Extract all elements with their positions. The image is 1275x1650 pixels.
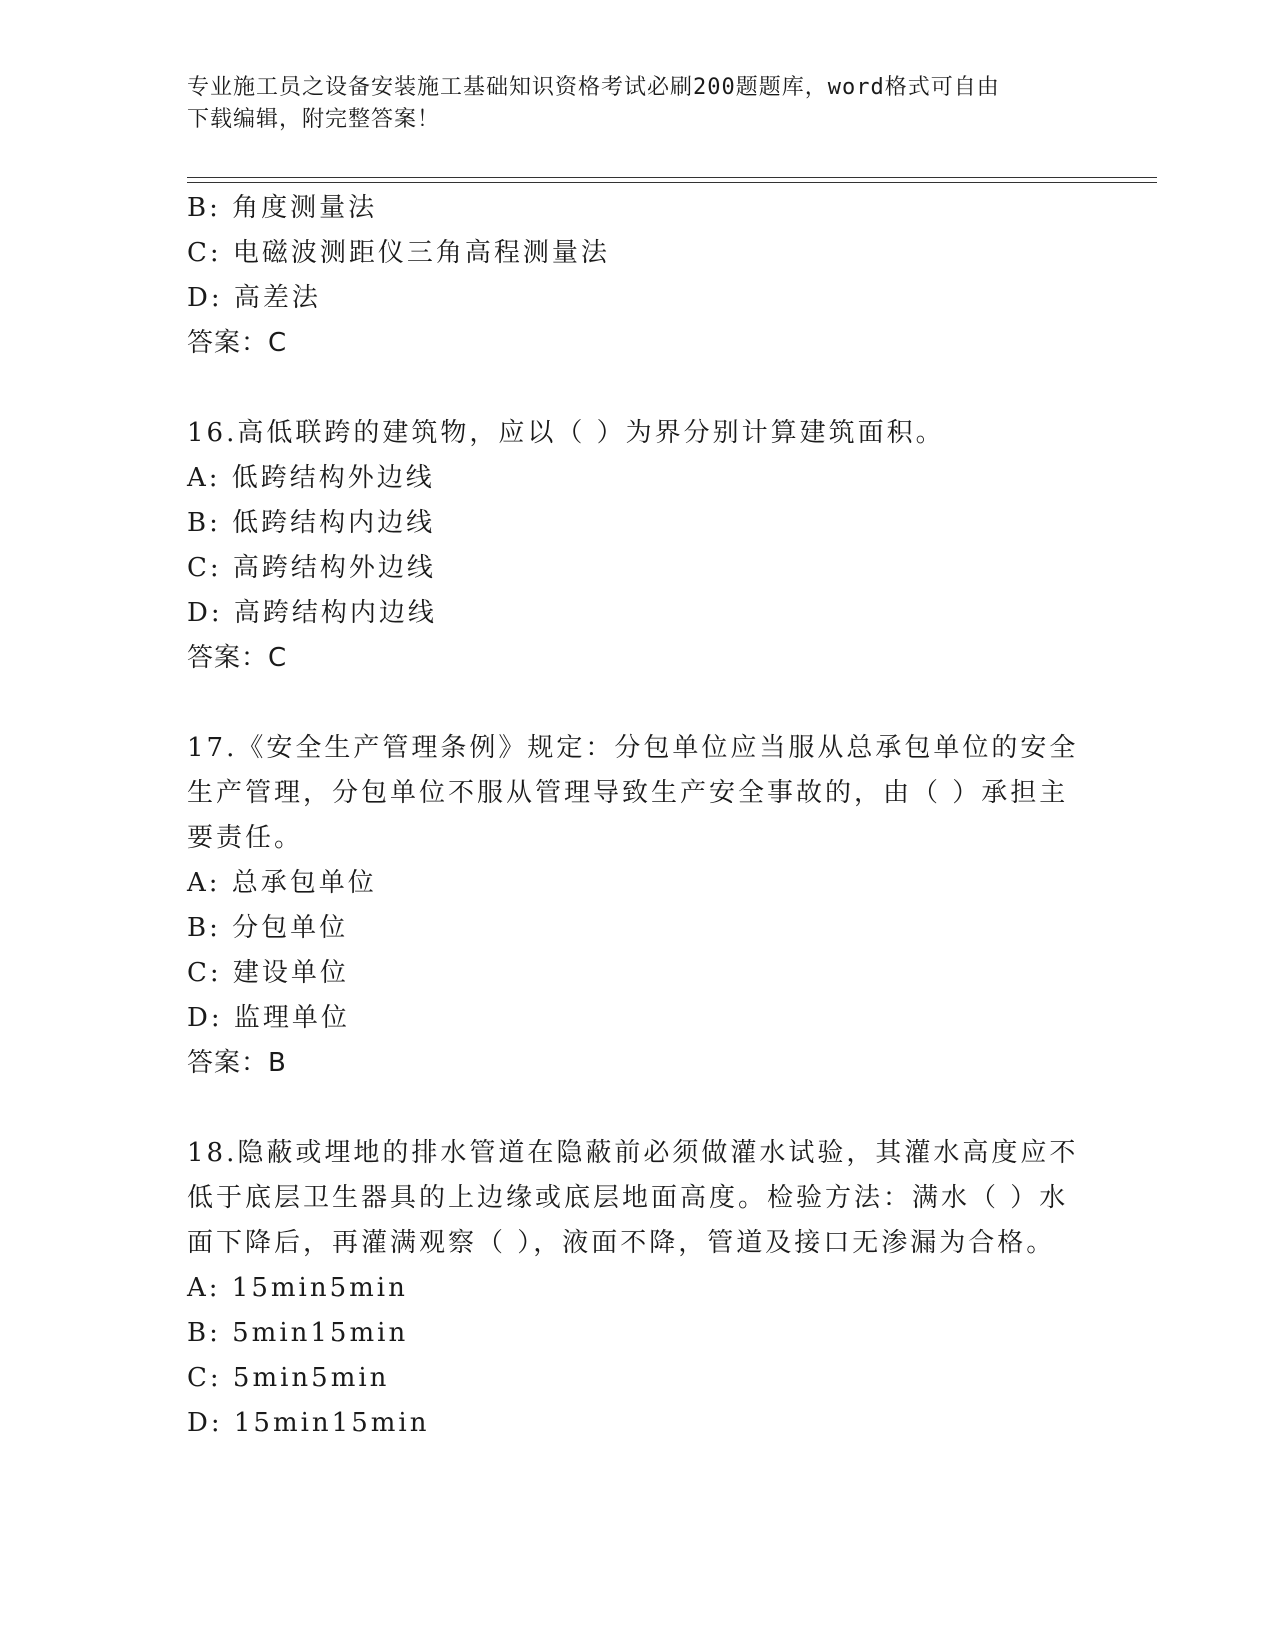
option-d: D: 高跨结构内边线 xyxy=(187,598,437,628)
option-c: C: 5min5min xyxy=(187,1363,390,1393)
option-d: D: 监理单位 xyxy=(187,1003,350,1033)
option-d: D: 高差法 xyxy=(187,283,321,313)
option-b: B: 5min15min xyxy=(187,1318,409,1348)
option-b: B: 角度测量法 xyxy=(187,193,378,223)
header-rule-bottom xyxy=(187,182,1157,183)
answer: 答案：C xyxy=(187,643,288,673)
document-header xyxy=(187,72,1067,136)
header-rule-top xyxy=(187,177,1157,178)
option-d: D: 15min15min xyxy=(187,1408,430,1438)
answer: 答案：C xyxy=(187,328,288,358)
option-b: B: 分包单位 xyxy=(187,913,349,943)
option-c: C: 电磁波测距仪三角高程测量法 xyxy=(187,238,610,268)
option-c: C: 高跨结构外边线 xyxy=(187,553,436,583)
question-stem-line-2: 生产管理，分包单位不服从管理导致生产安全事故的，由（ ）承担主 xyxy=(187,778,1069,808)
header-line-1: 专业施工员之设备安装施工基础知识资格考试必刷200题题库，word格式可自由 xyxy=(187,75,1000,100)
question-stem-line-1: 18.隐蔽或埋地的排水管道在隐蔽前必须做灌水试验，其灌水高度应不 xyxy=(187,1138,1079,1168)
question-stem-line-1: 17.《安全生产管理条例》规定：分包单位应当服从总承包单位的安全 xyxy=(187,733,1079,763)
question-stem-line-3: 要责任。 xyxy=(187,823,304,853)
question-stem-line-3: 面下降后，再灌满观察（ ），液面不降，管道及接口无渗漏为合格。 xyxy=(187,1228,1056,1258)
option-b: B: 低跨结构内边线 xyxy=(187,508,436,538)
question-stem-line-2: 低于底层卫生器具的上边缘或底层地面高度。检验方法：满水（ ）水 xyxy=(187,1183,1069,1213)
question-stem: 16.高低联跨的建筑物，应以（ ）为界分别计算建筑面积。 xyxy=(187,418,945,448)
option-c: C: 建设单位 xyxy=(187,958,349,988)
option-a: A: 总承包单位 xyxy=(187,868,377,898)
answer: 答案：B xyxy=(187,1048,287,1078)
option-a: A: 15min5min xyxy=(187,1273,408,1303)
header-line-2: 下载编辑，附完整答案！ xyxy=(187,107,441,132)
option-a: A: 低跨结构外边线 xyxy=(187,463,435,493)
